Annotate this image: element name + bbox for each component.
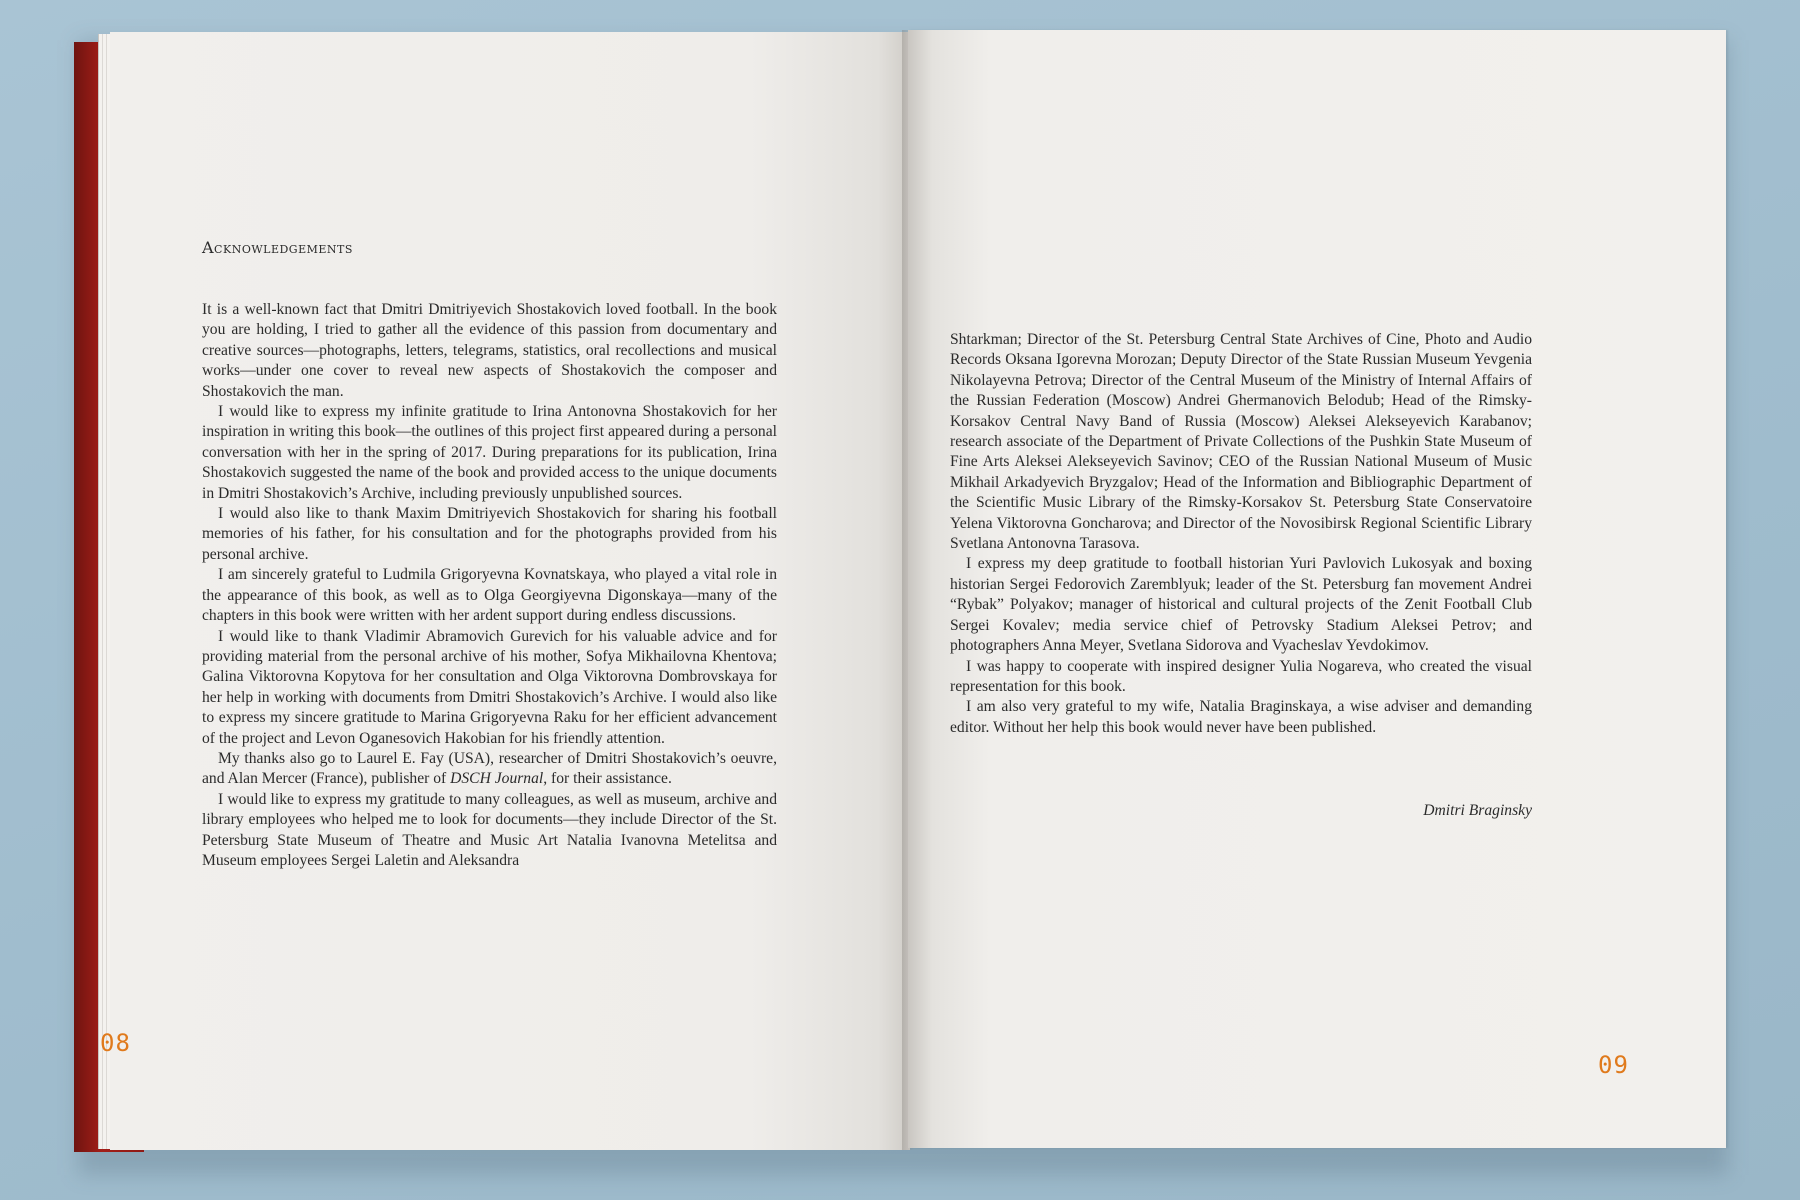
page-heading: Acknowledgements [202,238,353,257]
right-text-column [950,330,1532,738]
author-signature: Dmitri Braginsky [1423,802,1532,819]
journal-title: DSCH Journal [450,770,544,788]
left-text-column [202,300,777,871]
right-page [908,30,1726,1148]
paragraph [202,749,777,790]
page-number-left: 08 [100,1029,131,1057]
paragraph-text: , for their assistance. [543,770,672,788]
page-number-right: 09 [1598,1051,1629,1079]
paragraph: It is a well-known fact that Dmitri Dmitriyevich Shostakovich loved football. In the book you are holding, I tried to gather all the evidence of this passion from documentary and creative sources—photographs, letters, telegrams, statistics, oral recollections and musical works—under one cover to reveal new aspects of Shostakovich the composer and Shostakovich the man. [202,301,777,400]
paragraph: I was happy to cooperate with inspired designer Yulia Nogareva, who created the visual representation for this book. [950,657,1532,695]
paragraph: Shtarkman; Director of the St. Petersburg Central State Archives of Cine, Photo and Audio Records Oksana Igorevna Morozan; Deputy Director of the State Russian Museum Yevgenia Nikolayevna Petrova; Director of the Central Museum of the Ministry of Internal Affairs of the Russian Federation (Moscow) Andrei Ghermanovich Belodub; Head of the Rimsky-Korsakov Central Navy Band of Russia (Moscow) Aleksei Alekseyevich Karabanov; research associate of the Department of Private Collections of the Pushkin State Museum of Fine Arts Aleksei Alekseyevich Savinov; CEO of the Russian National Museum of Music Mikhail Arkadyevich Bryzgalov; Head of the Information and Bibliographic Department of the Scientific Music Library of the Rimsky-Korsakov St. Petersburg State Conservatoire Yelena Viktorovna Goncharova; and Director of the Novosibirsk Regional Scientific Library Svetlana Antonovna Tarasova. [950,331,1532,553]
paragraph-text: My thanks also go to Laurel E. Fay (USA), researcher of Dmitri Shostakovich’s oeuvre, and Alan Mercer (France), publisher of [202,749,777,788]
paragraph: I would like to express my gratitude to many colleagues, as well as museum, archive and library employees who helped me to look for documents—they include Director of the St. Petersburg State Museum of Theatre and Music Art Natalia Ivanovna Metelitsa and Museum employees Sergei Laletin and Aleksandra [202,790,777,869]
paragraph: I would like to express my infinite gratitude to Irina Antonovna Shostakovich for her inspiration in writing this book—the outlines of this project first appeared during a personal conversation with her in the spring of 2017. During preparations for its publication, Irina Shostakovich suggested the name of the book and provided access to the unique documents in Dmitri Shostakovich’s Archive, including previously unpublished sources. [202,403,777,502]
paragraph: I am sincerely grateful to Ludmila Grigoryevna Kovnatskaya, who played a vital role in the appearance of this book, as well as to Olga Georgiyevna Digonskaya—many of the chapters in this book were written with her ardent support during endless discussions. [202,566,777,625]
paragraph: I am also very grateful to my wife, Natalia Braginskaya, a wise adviser and demanding editor. Without her help this book would never have been published. [950,698,1532,736]
paragraph: I would like to thank Vladimir Abramovich Gurevich for his valuable advice and for providing material from the personal archive of his mother, Sofya Mikhailovna Khentova; Galina Viktorovna Kopytova for her consultation and Olga Viktorovna Dombrovskaya for her help in working with documents from Dmitri Shostakovich’s Archive. I would also like to express my sincere gratitude to Marina Grigoryevna Raku for her efficient advancement of the project and Levon Oganesovich Hakobian for his friendly attention. [202,627,777,747]
paragraph: I would also like to thank Maxim Dmitriyevich Shostakovich for sharing his football memories of his father, for his consultation and for the photographs provided from his personal archive. [202,505,777,563]
paragraph: I express my deep gratitude to football historian Yuri Pavlovich Lukosyak and boxing historian Sergei Fedorovich Zaremblyuk; leader of the St. Petersburg fan movement Andrei “Rybak” Polyakov; manager of historical and cultural projects of the Zenit Football Club Sergei Kovalev; media service chief of Petrovsky Stadium Aleksei Petrov; and photographers Anna Meyer, Svetlana Sidorova and Vyacheslav Yevdokimov. [950,555,1532,655]
